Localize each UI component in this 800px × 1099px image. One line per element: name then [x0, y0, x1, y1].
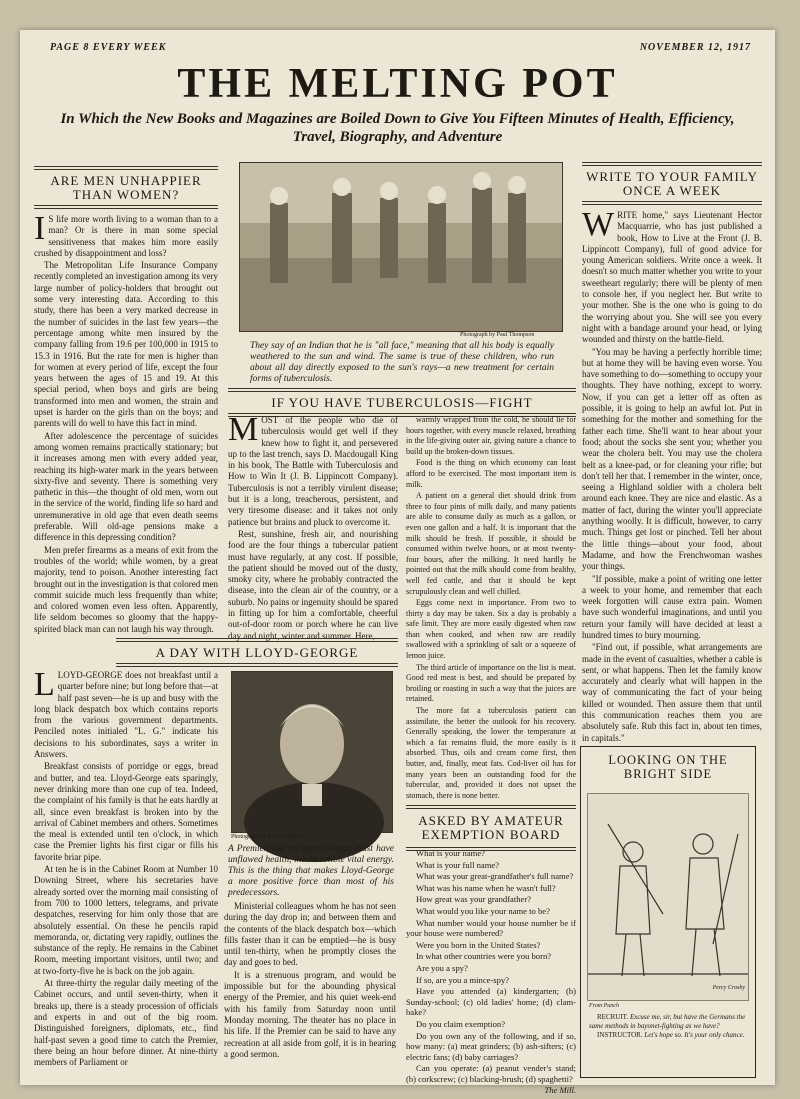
divider [34, 166, 218, 170]
article-heading: A DAY WITH LLOYD-GEORGE [155, 645, 359, 660]
paragraph: The third article of importance on the list is meat. Good red meat is best, and should be prepared by broiling or roasting in such a way that the juices are retained. [406, 662, 576, 704]
question: What number would your house number be if your house were numbered? [406, 917, 576, 939]
question: Are you a spy? [416, 962, 468, 973]
article-heading: ARE MEN UNHAPPIER THAN WOMEN? [50, 173, 202, 202]
running-header [50, 42, 751, 53]
paragraph: "Find out, if possible, what arrangements are made in the event of casualties, whether a cable is sent, or what happens. Then let the family know accurately and clearly what will happen in the way of communicating the fact of your being killed or wounded. Then assure them that until this communication reaches them you are absolutely safe. Rub this fact in, about ten times, in capitals." [582, 642, 762, 743]
question: What was his name when he wasn't full? [416, 882, 556, 893]
question: Do you claim exemption? [416, 1018, 506, 1029]
exemption-heading-block [406, 805, 576, 851]
drop-cap: I [34, 210, 46, 247]
paragraph: The Metropolitan Life Insurance Company recently completed an investigation among its very large number of policy-holders that brought out some very interesting data. According to this study, there has been a very marked decrease in the number of suicides in the last few years—the percentage among white men insured by the company falling from 19.6 per 100,000 in 1915 to 15.3 in 1916. But the rate for men is higher than for women at every period of life, except the four years between the ages of 15 and 19. At this special period, when boys and girls are being transformed into men and women, the strain and upset is harder on the girls than on the boys; and parents will do well to have this fact in mind. [34, 260, 218, 429]
photo-caption: They say of an Indian that he is "all face," meaning that all his body is equally weathered to the sun and wind. The same is true of these children, who run about all day directly exposed to the sun's rays—a new treatment for certain forms of tuberculosis. [250, 341, 554, 384]
question: Can you operate: (a) peanut vender's stand; (b) corkscrew; (c) blacking-brush; (d) spaghetti? [406, 1063, 576, 1084]
paragraph: RITE home," says Lieutenant Hector Macquarrie, who has just published a book, How to Live at the Front (J. B. Lippincott Company), full of good advice for young American soldiers. Write once a week. It doesn't so much matter whether you write to your sweetheart regularly; there will be plenty of men to console her, if you neglect her. But write to your mother. She is the one who is going to do the worrying about you. She will see you every night with a bandage around your head, or lying wounded and thirsty on the battle-field. [582, 210, 762, 345]
divider [582, 162, 762, 166]
question: Were you born in the United States? [416, 939, 541, 950]
bright-side-box [580, 746, 756, 1078]
paragraph: "You may be having a perfectly horrible time; but at home they will be having even worse. You have something to do—something to occupy your thoughts. They have nothing, except to worry. Now, if you can get a letter off as often as possible, it is going to help an awful lot. Put in something for the mother and something for the father each time. She'll want to hear about your food; about the socks she sent you; whether you wear the cholera belt. You may use the cholera belt as a knee-pad, or for cleaning your rifle; but don't tell her that. I remember in the winter, once, seeing a Highland soldier with a cholera belt around each knee. They are nice and elastic. As a matter of fact, during the winter you'll appreciate anything woolly. It is difficult, however, to carry much. Things get lost or pinched. Tell her about the little things—about your food, about Madame, and how the Frenchwoman washes your things. [582, 346, 762, 572]
cartoon-dialogue [589, 1013, 747, 1040]
article-heading: IF YOU HAVE TUBERCULOSIS—FIGHT [271, 395, 533, 410]
recruit-label: RECRUIT. [597, 1013, 629, 1021]
question: How great was your grandfather? [416, 894, 532, 905]
paragraph: After adolescence the percentage of suicides among women remains practically stationary; but it increases among men with every added year, reaching its high-water mark in the years between sixty-five and seventy. There is something very pathetic in this—the thought of old men, worn out in the service of the world, finding life so hard and unremunerative in old age that even death seems preferable. Will old-age pensions make a difference in this depressing condition? [34, 430, 218, 543]
portrait-illustration [232, 672, 392, 832]
children-sunbathing-illustration [240, 163, 562, 331]
cartoon-heading: LOOKING ON THE BRIGHT SIDE [608, 753, 728, 781]
paragraph: warmly wrapped from the cold, he should lie for hours together, with every muscle relaxed, breathing in the life-giving outer air, giving nature a chance to build up the broken-down tissues. [406, 415, 576, 456]
instructor-label: INSTRUCTOR. [597, 1031, 643, 1039]
divider [116, 663, 398, 667]
source-attribution: The Mill. [544, 1085, 576, 1096]
paragraph: It is a strenuous program, and would be impossible but for the abounding physical energy of the Premier, and his quiet week-end with his family from Saturday noon until Monday morning. The theater has no place in his life. If the Premier can be said to have any recreation at all aside from golf, it is in hearing a good sermon. [224, 969, 396, 1059]
paragraph: S life more worth living to a woman than to a man? Or is there in man some special sensitiveness that makes him more easily crushed by disappointment and loss? [34, 214, 218, 258]
recruit-line [589, 1013, 747, 1031]
article-write-family [582, 162, 762, 743]
instructor-line [589, 1031, 747, 1040]
paragraph: At three-thirty the regular daily meeting of the Cabinet occurs, and until seven-thirty, when it breaks up, there is a steady procession of officials and experts in and out of the big room. Distinguished foreigners, diplomats, etc., find half-past seven a good time to catch the Premier, there being an hour before dinner. At nine-thirty members of Parliament or [34, 978, 218, 1068]
paragraph: Eggs come next in importance. From two to thirty a day may be taken. Six a day is probably a safe limit. They are more easily digested when raw than when cooked, and when raw are readily swallowed with a sprinkling of salt or a squeeze of lemon juice. [406, 598, 576, 661]
lloyd-column-1 [34, 666, 218, 1075]
question: What is your full name? [416, 859, 500, 870]
article-unhappier [34, 166, 218, 636]
paragraph: LOYD-GEORGE does not breakfast until a quarter before nine; but long before that—at half past seven—he is up and busy with the long black despatch box which contains reports from the various government departments. Penciled notes initialed "L. G." indicate his decisions to his subordinates, says a writer in Answers. [34, 670, 218, 760]
article-heading: ASKED BY AMATEUR EXEMPTION BOARD [418, 813, 564, 842]
photo-credit: Photograph by Brown Brothers [231, 834, 307, 840]
drop-cap: M [228, 411, 259, 448]
artist-signature: Percy Crosby [712, 985, 745, 991]
paragraph: "If possible, make a point of writing one letter a week to your home, and remember that each week forgotten will cause extra pain. Women have such wonderful imaginations, and until you return your family will have decided at least a hundred times to bury mourning. [582, 573, 762, 640]
issue-date: NOVEMBER 12, 1917 [639, 42, 751, 53]
divider [228, 388, 576, 392]
question: Do you own any of the following, and if so, how many: (a) meat grinders; (b) ash-sifters; (c) electric fans; (d) baby carriages? [406, 1030, 576, 1062]
lloyd-column-2 [224, 901, 396, 1077]
photo-caption: A Premier, like an operа singer, must have unflawed health, inexhaustible vital energy. This is the thing that makes Lloyd-George a more positive force than most of his predecessors. [228, 844, 394, 898]
paragraph: At ten he is in the Cabinet Room at Number 10 Downing Street, where his secretaries have already sorted over the morning mail consisting of from 700 to 1000 letters, telegrams, and private despatches, reserving for him only those that are absolutely essential. On these he pencils rapid memoranda, or, dictating very rapidly, outlines the substance of the reply. He remains in the Cabinet Room, meeting important visitors, until two; and at two-forty-five he is back on the job again. [34, 864, 218, 976]
divider [34, 205, 218, 209]
paragraph: Rest, sunshine, fresh air, and nourishing food are the four things a tubercular patient must have regularly, at any cost. If possible, the patient should be moved out of the dusty, smoky city, where he probably contracted the disease, into the clean air of the country, or a suburb. No pains or ingenuity should be spared in fitting up for him a comfortable, cheerful out-of-door room or porch where he can live day and night, winter and summer. Here, [228, 528, 398, 641]
divider [116, 638, 398, 642]
cartoon-source: From Punch [589, 1003, 619, 1009]
question: What was your great-grandfather's full name? [416, 871, 574, 882]
recruit-text: Excuse me, sir, but have the Germans the same methods in bayonet-fighting as we have? [589, 1013, 746, 1030]
question: What is your name? [416, 848, 485, 858]
article-heading: WRITE TO YOUR FAMILY ONCE A WEEK [586, 169, 758, 198]
question: If so, are you a mince-spy? [416, 974, 510, 985]
page-subtitle: In Which the New Books and Magazines are Boiled Down to Give You Fifteen Minutes of Health, Efficiency, Travel, Biography, and Adventure [60, 111, 735, 145]
magazine-page [20, 30, 775, 1096]
tuberculosis-column-2 [406, 415, 576, 813]
question: What would you like your name to be? [416, 905, 550, 916]
lloyd-heading-block [116, 638, 398, 667]
paragraph: The more fat a tuberculosis patient can assimilate, the better the outlook for his recovery. Generally speaking, the lower the temperature at which a fat remains fluid, the more easily is it absorbed. Thus, oils and cream come first, then butter, and, finally, meat fats. Cod-liver oil has for many years been an outstanding food for the tubercular, and, provided it does not upset the stomach, there is none better. [406, 706, 576, 800]
children-sunbathing-photo [239, 162, 563, 332]
lloyd-george-portrait [231, 671, 393, 833]
page-label: PAGE 8 EVERY WEEK [50, 42, 167, 53]
tuberculosis-column-1 [228, 411, 398, 641]
photo-credit: Photograph by Paul Thompson [460, 332, 535, 338]
cartoon-illustration [588, 794, 748, 1000]
paragraph: Ministerial colleagues whom he has not seen during the day drop in; and between them and the contents of the black despatch box—which fills faster than it can be emptied—he is busy until ten-thirty, when he promptly closes the day and goes to bed. [224, 901, 396, 968]
page-title: THE MELTING POT [177, 61, 618, 107]
drop-cap: L [34, 666, 55, 703]
question: In what other countries were you born? [416, 951, 552, 962]
tuberculosis-heading-block [228, 388, 576, 417]
divider [406, 805, 576, 809]
drop-cap: W [582, 206, 615, 243]
divider [582, 201, 762, 205]
exemption-questions [406, 848, 576, 1096]
paragraph: OST of the people who die of tuberculosis would get well if they knew how to fight it, and persevered up to the last trench, says D. Macdougall King in his book, The Battle with Tuberculosis and How to Win It (J. B. Lippincott Company). Tuberculosis is not a terribly virulent disease; but it is a long, treacherous, persistent, and very tiresome disease: and it takes not only patience but brains and pluck to overcome it. [228, 415, 398, 527]
cartoon-panel [587, 793, 749, 1001]
paragraph: A patient on a general diet should drink from three to four pints of milk daily, and many patients are able to consume daily as much as a gallon, or even one gallon and a half. It is important that the milk should be fresh. If possible, it should be consumed within twelve hours, or at most twenty-four hours, after the milking. It need hardly be pointed out that the milk should come from healthy, well fed cattle, and that it should be kept scrupulously clean and well chilled. [406, 491, 576, 596]
paragraph: Breakfast consists of porridge or eggs, bread and butter, and tea. Lloyd-George eats sparingly, never drinking more than one cup of tea. Indeed, the complaint of his family is that he eats hardly at all, since even breakfast is broken into by the arrival of Cabinet members and others. Sometimes the meal is extended until ten o'clock, in which case the Premier lights his first cigar or fills his favorite briar pipe. [34, 761, 218, 862]
paragraph: Food is the thing on which economy can least afford to be exercised. The most important item is milk. [406, 458, 576, 489]
question: Have you attended (a) kindergarten; (b) Sunday-school; (c) old ladies' home; (d) clam-bake? [406, 986, 576, 1018]
paragraph: Men prefer firearms as a means of exit from the troubles of the world; while women, by a great majority, tend to poison. Another interesting fact brought out in the investigation is that colored men commit suicide much less frequently than white; and colored women even less often. Apparently, life seldom becomes so gloomy that the happy-spirited black man can not laugh his way through. [34, 544, 218, 634]
instructor-text: Let's hope so. It's your only chance. [644, 1031, 745, 1039]
